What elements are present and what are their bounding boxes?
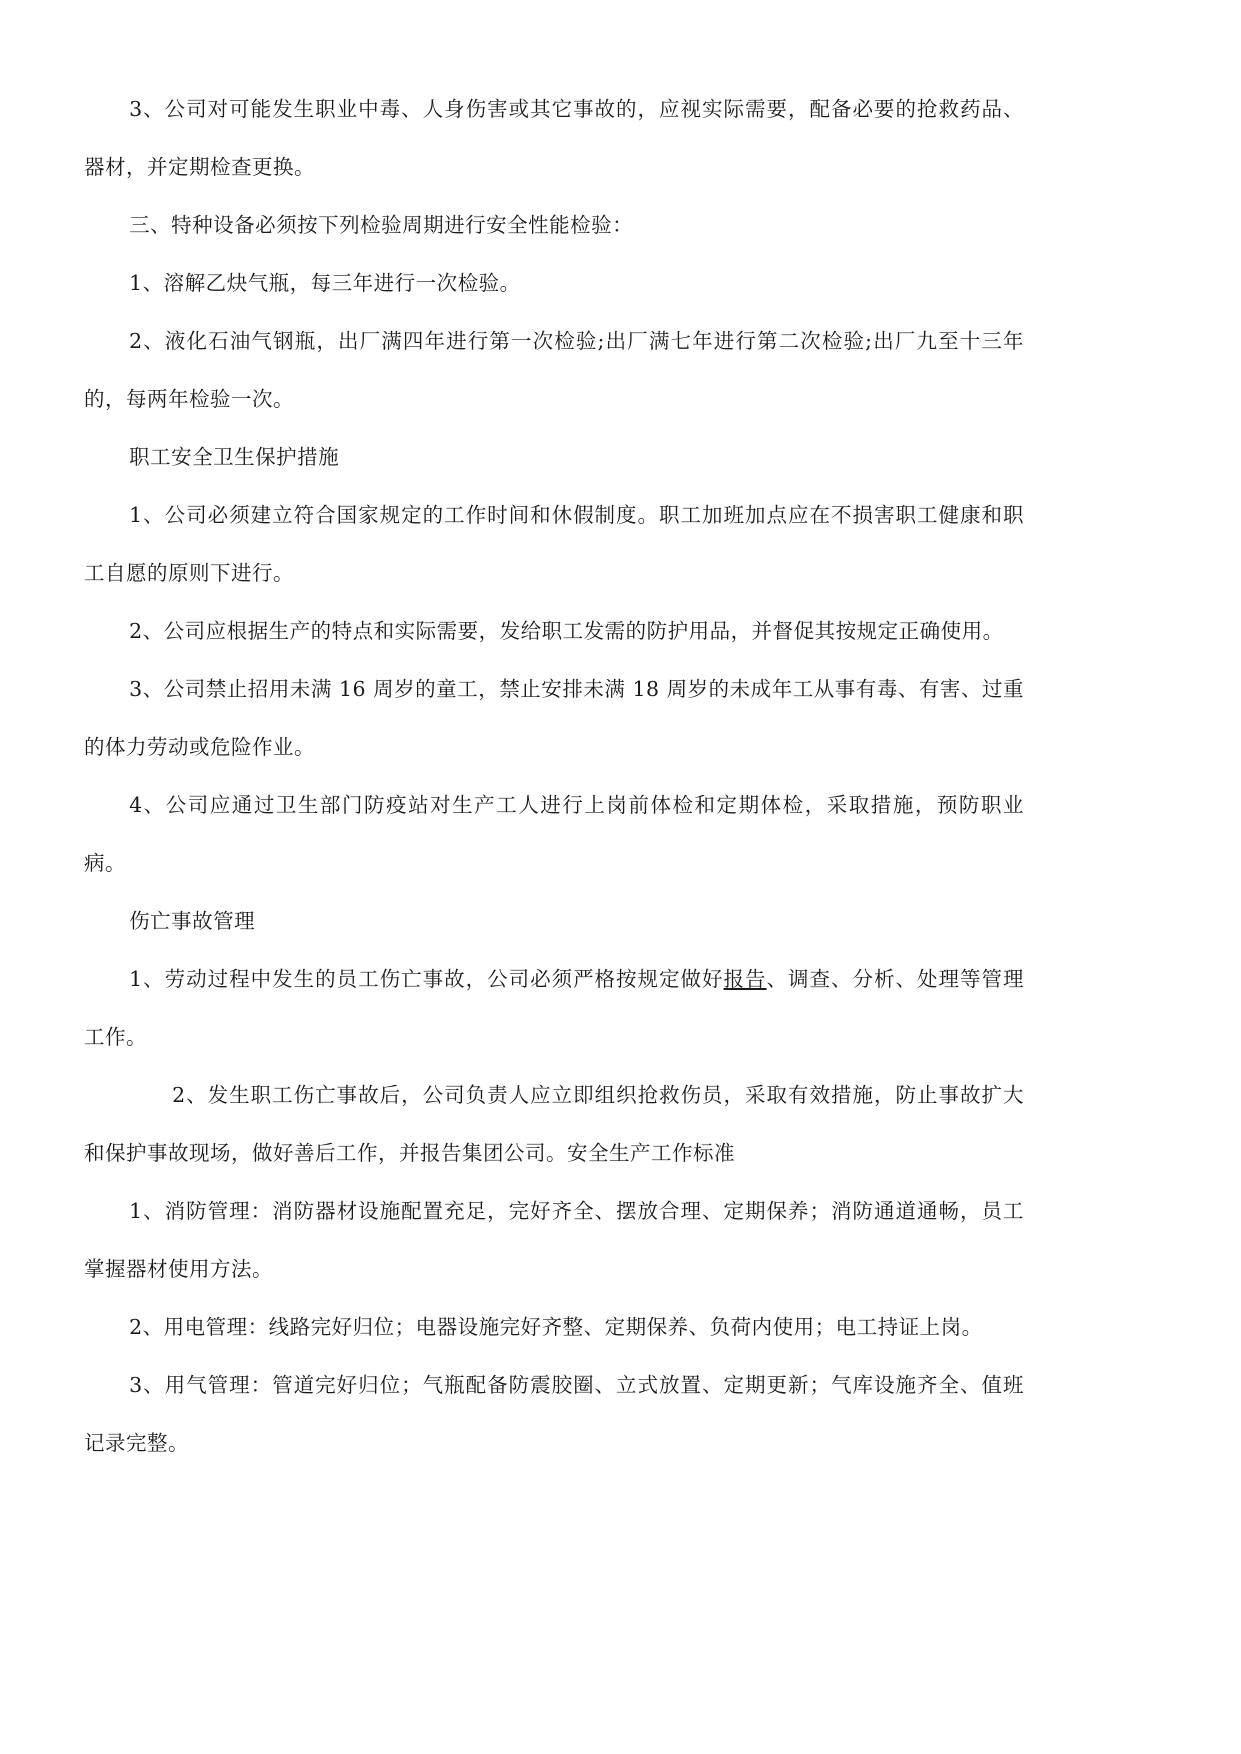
paragraph-protective-equipment: 2、公司应根据生产的特点和实际需要，发给职工发需的防护用品，并督促其按规定正确使用。 (129, 619, 1004, 643)
paragraph-working-hours: 1、公司必须建立符合国家规定的工作时间和休假制度。职工加班加点应在不损害职工健康和职工自愿的原则下进行。 (84, 503, 1024, 585)
paragraph-fire-management: 1、消防管理：消防器材设施配置充足，完好齐全、摆放合理、定期保养；消防通道通畅，员工掌握器材使用方法。 (84, 1199, 1024, 1281)
paragraph-first-aid-supplies: 3、公司对可能发生职业中毒、人身伤害或其它事故的，应视实际需要，配备必要的抢救药品、器材，并定期检查更换。 (84, 97, 1024, 179)
accident-reporting-text-after: 、调查、分析、处理等管理工作。 (84, 967, 1025, 1049)
accident-reporting-text-before: 1、劳动过程中发生的员工伤亡事故，公司必须严格按规定做好 (129, 967, 724, 991)
paragraph-child-labor: 3、公司禁止招用未满 16 周岁的童工，禁止安排未满 18 周岁的未成年工从事有毒、有害、过重的体力劳动或危险作业。 (84, 677, 1024, 759)
paragraph-accident-reporting (84, 950, 1024, 1066)
paragraph-electricity-management: 2、用电管理：线路完好归位；电器设施完好齐整、定期保养、负荷内使用；电工持证上岗。 (129, 1315, 983, 1339)
report-link[interactable]: 报告 (723, 967, 767, 991)
section-heading-accident-management: 伤亡事故管理 (129, 909, 256, 933)
document-body (84, 80, 1024, 1472)
section-heading-worker-safety: 职工安全卫生保护措施 (129, 445, 340, 469)
paragraph-special-equipment-heading: 三、特种设备必须按下列检验周期进行安全性能检验： (129, 213, 634, 237)
paragraph-lpg-cylinder: 2、液化石油气钢瓶，出厂满四年进行第一次检验;出厂满七年进行第二次检验;出厂九至十三年的，每两年检验一次。 (84, 329, 1024, 411)
paragraph-gas-management: 3、用气管理：管道完好归位；气瓶配备防震胶圈、立式放置、定期更新；气库设施齐全、值班记录完整。 (84, 1373, 1024, 1455)
paragraph-health-checks: 4、公司应通过卫生部门防疫站对生产工人进行上岗前体检和定期体检，采取措施，预防职业病。 (84, 793, 1024, 875)
paragraph-accident-response: 2、发生职工伤亡事故后，公司负责人应立即组织抢救伤员，采取有效措施，防止事故扩大和保护事故现场，做好善后工作，并报告集团公司。安全生产工作标准 (84, 1083, 1024, 1165)
paragraph-acetylene-cylinder: 1、溶解乙炔气瓶，每三年进行一次检验。 (129, 271, 521, 295)
